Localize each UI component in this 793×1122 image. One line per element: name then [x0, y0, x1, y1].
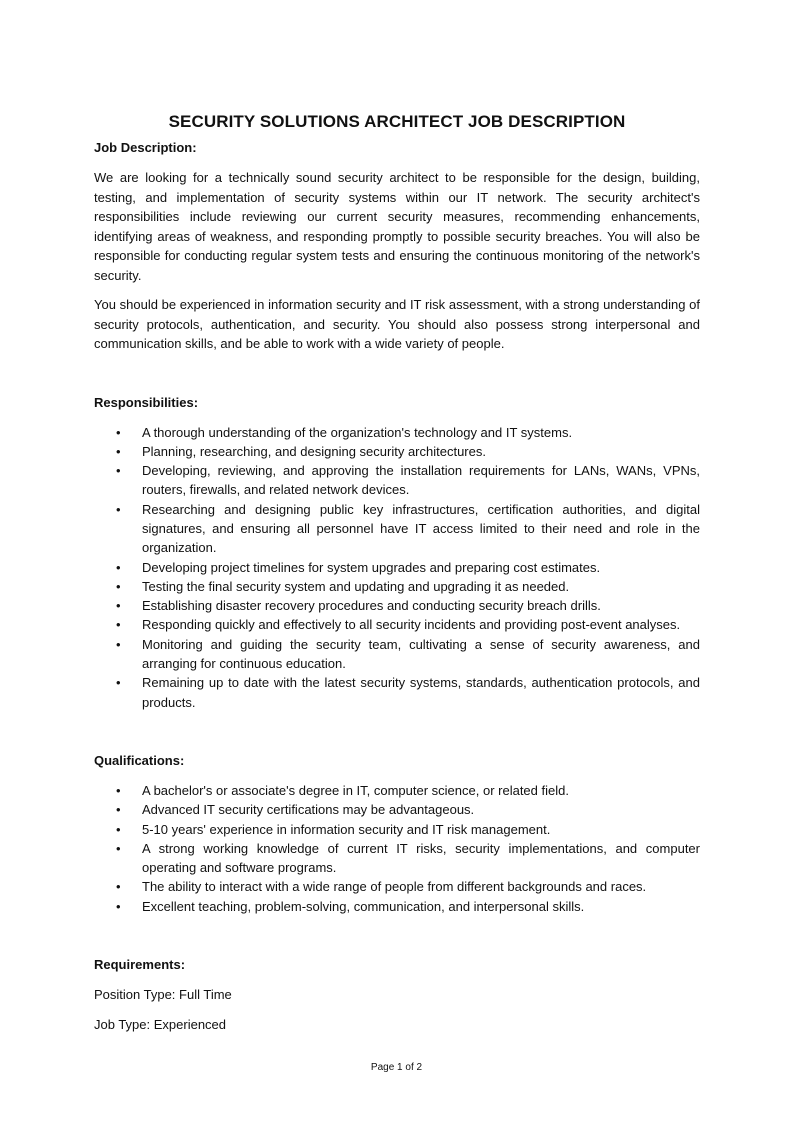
list-item: • Excellent teaching, problem-solving, communication, and interpersonal skills.	[94, 897, 700, 916]
list-item: • Monitoring and guiding the security team, cultivating a sense of security awareness, and arranging for continuous education.	[116, 636, 700, 672]
document-title: SECURITY SOLUTIONS ARCHITECT JOB DESCRIPTION	[168, 112, 626, 131]
bullet-icon: •	[116, 675, 121, 691]
bullet-icon: •	[116, 898, 121, 914]
bullet-icon: •	[116, 617, 121, 633]
list-item: • A thorough understanding of the organization's technology and IT systems.	[94, 423, 700, 442]
bullet-icon: •	[116, 782, 121, 798]
job-description-paragraph-2: You should be experienced in information security and IT risk assessment, with a strong understanding of security protocols, authentication, and security. You should also possess strong interpersonal and communication skills, and be able to work with a wide variety of people.	[94, 297, 700, 351]
bullet-icon: •	[116, 501, 121, 517]
bullet-icon: •	[116, 821, 121, 837]
responsibilities-list	[94, 423, 700, 712]
list-item: • The ability to interact with a wide range of people from different backgrounds and races.	[94, 877, 700, 896]
list-item: • Responding quickly and effectively to all security incidents and providing post-event analyses.	[94, 615, 700, 634]
position-type: Position Type: Full Time	[94, 987, 232, 1003]
list-item: • Researching and designing public key infrastructures, certification authorities, and digital signatures, and ensuring all personnel have IT access limited to their need and role in the organization.	[116, 501, 700, 556]
job-description-paragraph-1: We are looking for a technically sound security architect to be responsible for the design, building, testing, and implementation of security systems within our IT network. The security architect's responsibilities include reviewing our current security measures, recommending enhancements, identifying areas of weakness, and responding promptly to possible security breaches. You will also be responsible for conducting regular system tests and ensuring the continuous monitoring of the network's security.	[94, 170, 700, 283]
list-item: • A strong working knowledge of current IT risks, security implementations, and computer operating and software programs.	[116, 840, 700, 876]
list-item: • Developing project timelines for system upgrades and preparing cost estimates.	[94, 558, 700, 577]
bullet-icon: •	[116, 559, 121, 575]
list-item: • Advanced IT security certifications may be advantageous.	[94, 800, 700, 819]
bullet-icon: •	[116, 802, 121, 818]
requirements-label: Requirements:	[94, 957, 186, 973]
responsibilities-label: Responsibilities:	[94, 394, 199, 410]
bullet-icon: •	[116, 840, 121, 856]
bullet-icon: •	[116, 879, 121, 895]
list-item: • Remaining up to date with the latest security systems, standards, authentication protocols, and products.	[116, 675, 700, 710]
qualifications-list	[94, 781, 700, 916]
list-item: • Planning, researching, and designing security architectures.	[94, 442, 700, 461]
qualifications-label: Qualifications:	[94, 752, 185, 768]
list-item: • A bachelor's or associate's degree in IT, computer science, or related field.	[94, 781, 700, 800]
bullet-icon: •	[116, 598, 121, 614]
list-item: • 5-10 years' experience in information security and IT risk management.	[94, 820, 700, 839]
page-indicator: Page 1 of 2	[370, 1062, 423, 1073]
document-page	[94, 112, 700, 1035]
bullet-icon: •	[116, 463, 121, 479]
bullet-icon: •	[116, 636, 121, 652]
job-type: Job Type: Experienced	[94, 1017, 227, 1033]
job-description-label: Job Description:	[94, 140, 197, 155]
bullet-icon: •	[116, 443, 121, 459]
bullet-icon: •	[116, 578, 121, 594]
list-item: • Establishing disaster recovery procedures and conducting security breach drills.	[94, 596, 700, 615]
list-item: • Testing the final security system and updating and upgrading it as needed.	[94, 577, 700, 596]
bullet-icon: •	[116, 424, 121, 440]
list-item: • Developing, reviewing, and approving the installation requirements for LANs, WANs, VPNs, routers, firewalls, and related network devices.	[116, 463, 700, 498]
